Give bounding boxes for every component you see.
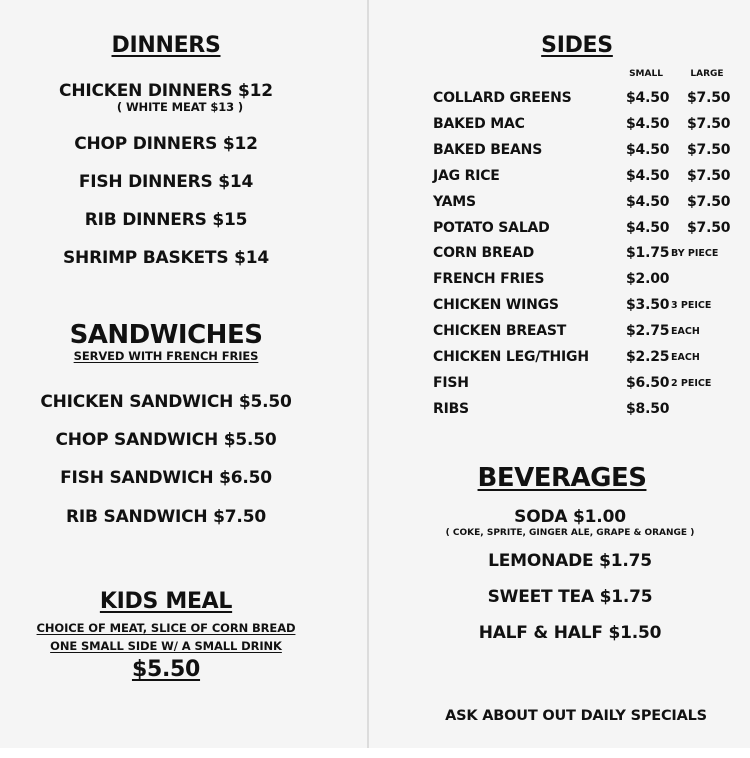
side-item-price-large: $7.50 xyxy=(687,193,731,210)
sides-heading: SIDES xyxy=(541,33,613,58)
side-item-price-small: $4.50 xyxy=(626,115,670,132)
side-item-unit: BY PIECE xyxy=(671,248,719,260)
dinner-item-chop: CHOP DINNERS $12 xyxy=(74,134,258,154)
side-item-price-small: $4.50 xyxy=(626,219,670,236)
dinner-item-fish: FISH DINNERS $14 xyxy=(78,172,254,192)
dinners-heading: DINNERS xyxy=(111,33,221,58)
beverage-item-soda: SODA $1.00 xyxy=(514,507,626,527)
side-item-price-small: $1.75 xyxy=(626,245,670,262)
side-item-name: RIBS xyxy=(433,400,469,417)
beverage-item-sweet-tea: SWEET TEA $1.75 xyxy=(487,587,653,607)
side-item-name: BAKED MAC xyxy=(433,115,525,132)
sides-col-large: LARGE xyxy=(690,69,724,79)
side-item-name: FISH xyxy=(433,374,469,391)
sandwich-item-fish: FISH SANDWICH $6.50 xyxy=(60,468,272,488)
side-item-name: JAG RICE xyxy=(433,167,500,184)
sandwiches-heading: SANDWICHES xyxy=(69,320,263,350)
side-item-name: FRENCH FRIES xyxy=(433,271,545,288)
side-item-name: BAKED BEANS xyxy=(433,141,543,158)
side-item-name: CHICKEN LEG/THIGH xyxy=(433,349,589,365)
daily-specials-note: ASK ABOUT OUT DAILY SPECIALS xyxy=(445,708,707,724)
side-item-price-small: $2.75 xyxy=(626,323,670,340)
side-item-unit: 3 PEICE xyxy=(671,300,712,312)
soda-flavors-note: ( COKE, SPRITE, GINGER ALE, GRAPE & ORANGE ) xyxy=(445,528,695,538)
kids-meal-price: $5.50 xyxy=(131,657,201,682)
dinner-item-rib: RIB DINNERS $15 xyxy=(84,210,248,230)
side-item-name: COLLARD GREENS xyxy=(433,90,572,106)
beverages-heading: BEVERAGES xyxy=(477,463,647,493)
white-meat-note: ( WHITE MEAT $13 ) xyxy=(116,100,244,114)
side-item-price-small: $4.50 xyxy=(626,167,670,184)
side-item-name: YAMS xyxy=(433,193,476,210)
side-item-price-large: $7.50 xyxy=(687,115,731,132)
kids-meal-heading: KIDS MEAL xyxy=(99,589,233,614)
side-item-unit: EACH xyxy=(671,326,700,338)
side-item-name: CORN BREAD xyxy=(433,245,535,262)
side-item-price-large: $7.50 xyxy=(687,141,731,158)
sandwich-item-rib: RIB SANDWICH $7.50 xyxy=(66,507,266,527)
side-item-price-large: $7.50 xyxy=(687,219,731,236)
kids-meal-line-1: CHOICE OF MEAT, SLICE OF CORN BREAD xyxy=(36,621,296,635)
kids-meal-line-2: ONE SMALL SIDE W/ A SMALL DRINK xyxy=(50,639,282,653)
sandwiches-subheading: SERVED WITH FRENCH FRIES xyxy=(73,349,259,363)
side-item-price-small: $4.50 xyxy=(626,90,670,106)
side-item-name: POTATO SALAD xyxy=(433,219,550,236)
side-item-unit: EACH xyxy=(671,352,700,363)
side-item-price-small: $6.50 xyxy=(626,374,670,391)
side-item-name: CHICKEN BREAST xyxy=(433,323,567,340)
side-item-price-small: $4.50 xyxy=(626,193,670,210)
side-item-price-small: $2.25 xyxy=(626,349,670,365)
side-item-unit: 2 PEICE xyxy=(671,377,712,389)
side-item-price-large: $7.50 xyxy=(687,167,731,184)
side-item-price-large: $7.50 xyxy=(687,90,731,106)
beverage-item-half-half: HALF & HALF $1.50 xyxy=(478,623,662,643)
side-item-price-small: $8.50 xyxy=(626,400,670,417)
dinner-item-shrimp: SHRIMP BASKETS $14 xyxy=(63,248,269,268)
beverage-item-lemonade: LEMONADE $1.75 xyxy=(488,551,652,571)
side-item-price-small: $4.50 xyxy=(626,141,670,158)
sides-col-small: SMALL xyxy=(629,69,663,79)
column-divider xyxy=(367,0,369,748)
side-item-name: CHICKEN WINGS xyxy=(433,297,559,314)
sandwich-item-chicken: CHICKEN SANDWICH $5.50 xyxy=(40,392,292,412)
side-item-price-small: $3.50 xyxy=(626,297,670,314)
side-item-price-small: $2.00 xyxy=(626,271,670,288)
sandwich-item-chop: CHOP SANDWICH $5.50 xyxy=(55,430,277,450)
dinner-item-chicken: CHICKEN DINNERS $12 xyxy=(59,81,273,101)
